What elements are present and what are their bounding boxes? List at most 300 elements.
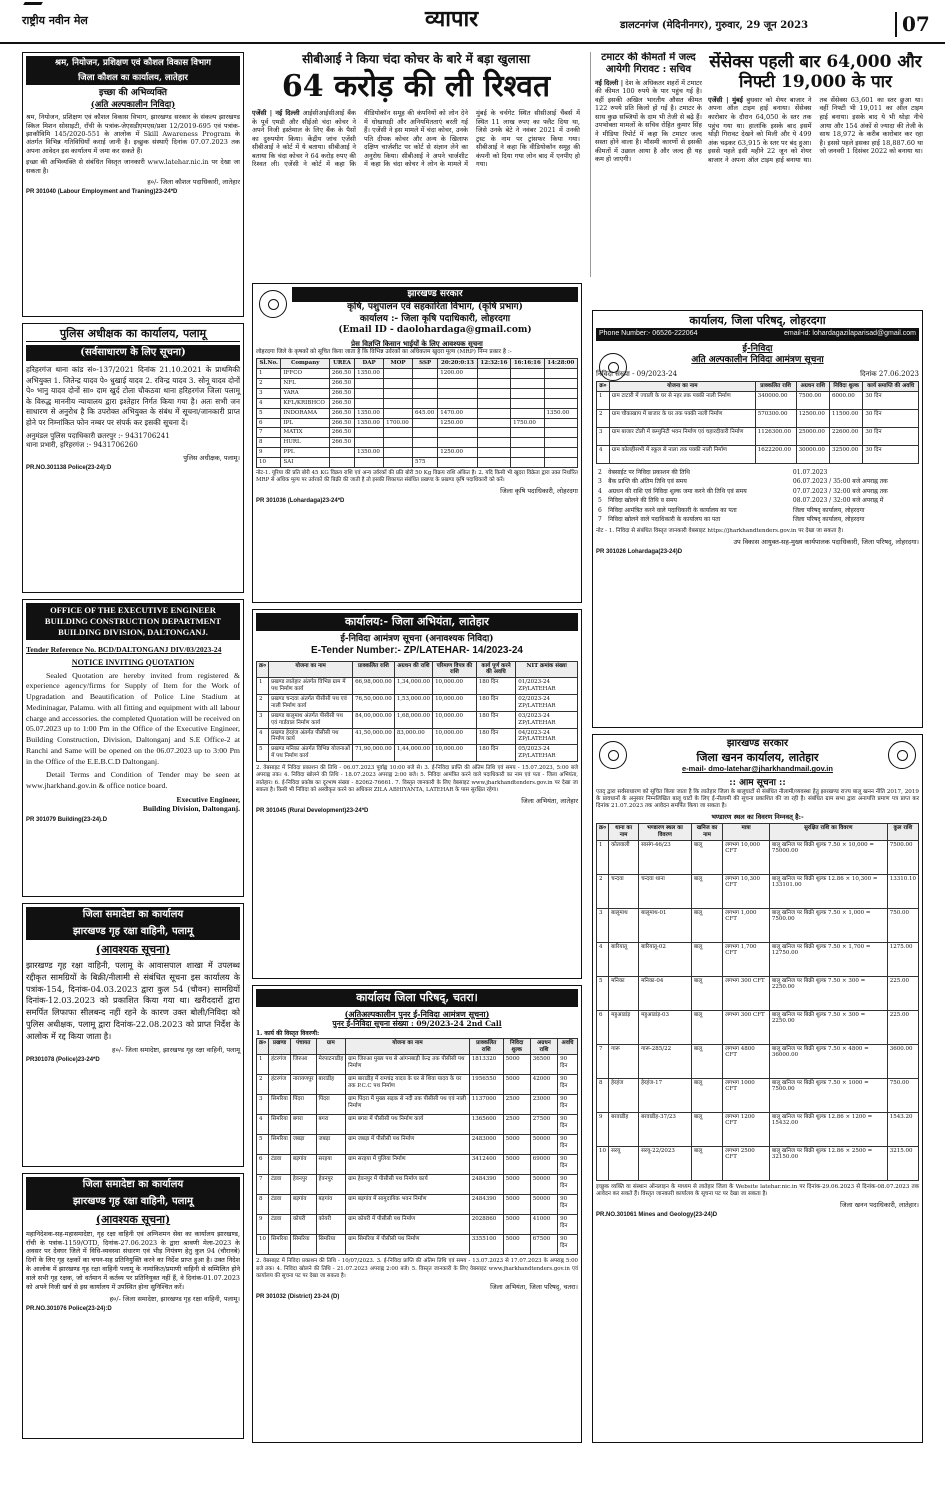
table-cell: 7	[257, 1175, 269, 1195]
krishi-ad	[252, 283, 582, 603]
table-cell: ग्राम हेवनपुर में पीसीसी पथ निर्माण कार्य	[346, 1175, 470, 1195]
table-cell: बड़गांव	[316, 1195, 346, 1215]
schedule-row	[596, 506, 919, 516]
building-pr: PR 301079 Building(23-24).D	[26, 816, 108, 823]
table-cell: बारियातू	[609, 942, 639, 976]
table-cell: 340000.00	[755, 391, 796, 409]
zp-date: दिनांक 27.06.2023	[860, 370, 919, 378]
table-cell: 1700.00	[384, 418, 413, 428]
latehar-ee-terms: 2. वेबसाइट में निविदा प्रकाशन की तिथि - 06.07.2023 पूर्वाह्न 10:00 बजे से। 3. ई-निविदा प्राप्ति की अंतिम तिथि एवं समय - 15.07.2023, 5:00 बजे अपराह्न तक। 4. निविदा खोलने की तिथि - 18.07.2023 अपराह्न 2:00 बजे। 5. निविदा आमंत्रित करने वाले पदाधिकारी का नाम एवं पता - जिला अभियंता, लातेहार। 6. ई-निविदा प्रकोष्ठ का दूरभाष संख्या - 82062-76661. 7. विस्तृत जानकारी के लिए वेबसाइट www.jharkhandtenders.gov.in पर देखा जा सकता है। किसी भी निविदा को अस्वीकृत करने का अधिकार ZILA ABHIYANTA, LATEHAR के पास सुरक्षित रहेगा।	[256, 765, 578, 793]
table-cell: 5000	[503, 1075, 530, 1095]
table-cell: 3355100	[469, 1235, 503, 1255]
table-cell: 7	[597, 1044, 609, 1078]
table-cell: 1,53,000.00	[394, 695, 432, 712]
table-cell: सरयू-22/2023	[639, 1146, 692, 1180]
table-cell: 41,50,000.00	[353, 728, 395, 745]
table-cell: ग्राम टाटारी में ज्वाली के घर से नहर तक पक्की नाली निर्माण	[609, 391, 755, 409]
mining-footer: इच्छुक व्यक्ति या संस्थान ऑनलाइन के माध्यम से लातेहार जिला के Website latehar.nic.in पर दिनांक-29.06.2023 से दिनांक-08.07.2023 तक आवेदन कर सकते हैं। विस्तृत जानकारी कार्यालय के सूचना पट पर देखा जा सकता है।	[596, 1183, 919, 1197]
table-cell: 8	[597, 1078, 609, 1112]
police-contact2: थाना प्रभारी, हरिहरगंज :- 9431706260	[26, 441, 138, 450]
chatra-table-body	[257, 1055, 578, 1255]
table-cell: 570300.00	[755, 409, 796, 427]
table-header-cell: क्र०	[597, 823, 609, 840]
zp-email: email-id: lohardagazilaparisad@gmail.com	[784, 329, 916, 337]
zp-emblem-icon	[599, 353, 627, 381]
table-cell: बालू	[691, 942, 722, 976]
table-cell	[355, 388, 384, 398]
labour-pr: PR 301040 (Labour Employment and Traning)23-24*D	[26, 189, 178, 196]
police-ad	[22, 323, 244, 593]
table-cell: कोयरी	[316, 1215, 346, 1235]
chatra-terms: 2. वेबसाइट में निविदा प्रकाशन की तिथि - 10/07/2023. 3. ई-निविदा प्राप्ति की अंतिम तिथि एवं समय - 13.07.2023 से 17.07.2023 के अपराह्न 5:00 बजे तक। 4. निविदा खोलने की तिथि - 21.07.2023 अपराह्न 2:00 बजे। 5. विस्तृत जानकारी के लिए वेबसाइट www.jharkhandtenders.gov.in एवं कार्यालय की सूचना पट पर देखा जा सकता है।	[256, 1258, 578, 1279]
mining-gov: झारखण्ड सरकार	[726, 738, 789, 749]
homeguard1-title1: जिला समादेष्टा का कार्यालय	[26, 907, 240, 924]
table-cell: NFL	[281, 379, 329, 389]
schedule-cell: 01.07.2023	[792, 468, 828, 476]
table-cell: बड़गांव	[290, 1155, 316, 1175]
table-cell: 30 दिन	[863, 445, 919, 463]
homeguard2-body: महानिदेशक-सह-महासमादेष्टा, गृह रक्षा वाहिनी एवं अग्निशमन सेवा का कार्यालय झारखण्ड, राँची के पत्रांक-1159/OTD, दिनांक-27.06.2023 के द्वारा श्रावणी मेला-2023 के अवसर पर देवघर जिले में विधि-व्यवस्था संधारण एवं भीड़ नियंत्रण हेतु कुल 94 (चौरानबे) दिनों के लिए गृह रक्षकों का चयन-सह प्रतिनियुक्ति करने का निर्देश प्राप्त हुआ है। उक्त निदेश के आलोक में झारखण्ड गृह रक्षा वाहिनी पलामू के नामांकित/प्रमाणी वाहिनी से सम्मिलित होने वाले सभी गृह रक्षक, जो वर्तमान में कर्तव्य पर प्रतिनियुक्त नहीं हैं, वे दिनांक-01.07.2023 को अपने निजी खर्च से इस कार्यालय में उपस्थित होना सुनिश्चित करें।	[26, 1229, 240, 1291]
table-cell: 67500	[530, 1235, 557, 1255]
table-header-cell: थाना का नाम	[609, 823, 639, 840]
table-row	[257, 369, 578, 379]
table-cell: 5000	[503, 1195, 530, 1215]
mining-email: e-mail- dmo-latehar@jharkhandmail.gov.in	[682, 764, 833, 774]
table-cell: बालू खनिज पर बिक्री शुल्क 7.50 × 300 = 2250.00	[769, 1010, 887, 1044]
table-row	[257, 408, 578, 418]
table-cell: लगभग 300 CFT	[723, 976, 770, 1010]
table-header-cell: योजना का नाम	[346, 1038, 470, 1055]
table-cell: 1250.00	[438, 448, 478, 458]
mining-notice: :: आम सूचना ::	[729, 777, 786, 788]
table-cell: 180 दिन	[476, 728, 516, 745]
table-cell: बालू	[691, 908, 722, 942]
table-cell: 50000	[530, 1195, 557, 1215]
table-cell: बालू खनिज पर बिक्री शुल्क 7.50 × 1000 = 7500.00	[769, 1078, 887, 1112]
table-row	[597, 409, 919, 427]
table-cell: 2	[597, 874, 609, 908]
table-row	[257, 458, 578, 468]
table-cell: 225.00	[887, 976, 918, 1010]
table-cell: बालू	[691, 1078, 722, 1112]
table-row	[257, 1215, 578, 1235]
table-row	[257, 1055, 578, 1075]
police-title: पुलिस अधीक्षक का कार्यालय, पलामू	[26, 327, 240, 342]
table-cell	[438, 388, 478, 398]
table-cell: 9	[597, 1112, 609, 1146]
table-cell	[384, 369, 413, 379]
schedule-cell: 06.07.2023 / 35:00 बजे अपराह्न तक	[792, 478, 888, 486]
police-sub: (सर्वसाधारण के लिए सूचना)	[26, 345, 240, 362]
table-cell: 90 दिन	[558, 1195, 578, 1215]
table-cell: 1350.00	[355, 369, 384, 379]
mining-lead: भण्डारण स्थल का विवरण निम्नवत् है:-	[711, 812, 804, 821]
table-header-cell: क्र०	[597, 381, 610, 391]
schedule-cell: 6	[598, 506, 602, 514]
table-cell	[477, 369, 510, 379]
table-header-cell: निविदा शुल्क	[503, 1038, 530, 1055]
table-header-cell: SSP	[412, 359, 437, 369]
table-cell: 90 दिन	[558, 1235, 578, 1255]
table-header-cell: कुल राशि	[887, 823, 918, 840]
table-row	[257, 1115, 578, 1135]
table-cell: 2	[257, 695, 269, 712]
schedule-row	[596, 477, 919, 487]
schedule-cell: निविदा खोलने वाले पदाधिकारी के कार्यालय का पता	[608, 516, 721, 524]
schedule-row	[596, 515, 919, 525]
zp-pr: PR 301026 Lohardaga(23-24)D	[596, 549, 683, 556]
chatra-ad	[252, 985, 582, 1443]
sensex-story	[708, 52, 923, 277]
table-cell: 266.50	[329, 379, 354, 389]
table-header-cell: Sl.No.	[257, 359, 281, 369]
table-cell: बालू खनिज पर बिक्री शुल्क 7.50 × 10,000 = 75000.00	[769, 840, 887, 874]
table-cell	[438, 458, 478, 468]
table-cell: मेरपाटनाडीह	[316, 1055, 346, 1075]
table-cell	[544, 448, 577, 458]
table-cell: सरइया	[316, 1155, 346, 1175]
krishi-signer: जिला कृषि पदाधिकारी, लोहरदगा	[500, 486, 578, 495]
table-cell: 90 दिन	[558, 1095, 578, 1115]
table-cell	[544, 428, 577, 438]
table-row	[257, 711, 578, 728]
building-body: Sealed Quotation are hereby invited from registered & experience agency/firms for Supply of Item for the Work of Upgradation and Beautification of Police Line Stadium at Medininagar, Palamu. with all fitting and equipment with all labour charge and accessories. the completed Quotation will be received on 05.07.2023 up to 1:00 Pm in the Office of the Executive Engineer, Building Construction, Division, Daltonganj and S.E Office-2 at Ranchi and Same will be opened on the 06.07.2023 up to 3:00 Pm in the Office of the E.E.B.C.D Daltonganj.	[26, 670, 240, 766]
table-header-cell: अवधि	[558, 1038, 578, 1055]
table-cell: 30000.00	[796, 445, 829, 463]
table-row	[257, 1075, 578, 1095]
table-cell: 1813320	[469, 1055, 503, 1075]
table-cell: टंडवा	[269, 1175, 291, 1195]
table-cell	[438, 379, 478, 389]
table-header-cell: मात्रा	[723, 823, 770, 840]
table-cell	[477, 458, 510, 468]
table-cell: लगभग 1,700 CFT	[723, 942, 770, 976]
table-cell: 90 दिन	[558, 1135, 578, 1155]
table-cell: 90 दिन	[558, 1115, 578, 1135]
table-cell: 1,68,000.00	[394, 711, 432, 728]
table-cell: जबड़ा	[290, 1135, 316, 1155]
table-cell: 22600.00	[829, 427, 862, 445]
table-row	[257, 1135, 578, 1155]
table-cell	[544, 458, 577, 468]
table-header-cell: अग्रधन राशि	[530, 1038, 557, 1055]
table-cell: हेरहंज-17	[639, 1078, 692, 1112]
schedule-cell: अग्रधन की राशि एवं निविदा शुल्क जमा करने की तिथि एवं समय	[608, 487, 747, 495]
table-header-cell: DAP	[355, 359, 384, 369]
table-cell: 180 दिन	[476, 695, 516, 712]
table-cell	[511, 428, 544, 438]
krishi-dept: कृषि, पशुपालन एवं सहकारिता विभाग, (कृषि प्रभाग)	[347, 302, 523, 313]
table-cell: ग्राम सरइया में पुलिया निर्माण	[346, 1155, 470, 1175]
mining-emblem-left-icon	[599, 741, 627, 769]
latehar-ee-tender: E-Tender Number:- ZP/LATEHAR- 14/2023-24	[311, 645, 523, 656]
chatra-sub: (अतिअल्पकालीन पुनर ई-निविदा आमंत्रण सूचना)	[344, 1008, 490, 1019]
table-cell: 266.50	[329, 369, 354, 379]
table-header-cell: 20:20:0:13	[438, 359, 478, 369]
table-cell: जिरुआ	[290, 1055, 316, 1075]
table-cell	[477, 408, 510, 418]
table-cell: 6	[597, 1010, 609, 1044]
latehar-ee-table	[256, 661, 578, 763]
table-cell: 1,34,000.00	[394, 678, 432, 695]
tomato-body-wrap	[595, 79, 702, 163]
table-cell: PPL	[281, 448, 329, 458]
labour-title2: जिला कौशल का कार्यालय, लातेहार	[26, 71, 240, 86]
cbi-body: आईसीआईसीआई बैंक के पूर्व एमडी और सीईओ चंदा कोचर ने अपने निजी इस्तेमाल के लिए बैंक के पैसों का दुरुपयोग किया। केंद्रीय जांच एजेंसी सीबीआई ने कोर्ट में ये बताया। सीबीआई ने बताया कि चंदा कोचर ने 64 करोड़ रुपए की रिश्वत ली। एजेंसी ने कोर्ट में कहा कि वीडियोकॉन समूह की कंपनियों को लोन देने में धोखाधड़ी और अनियमितताएं बरती गई हैं। एजेंसी ने इस मामले में चंदा कोचर, उनके पति दीपक कोचर और अन्य के खिलाफ दक्षिण चार्जशीट पर कोर्ट से संज्ञान लेने का अनुरोध किया। सीबीआई ने अपने चार्जशीट में कहा कि चंदा कोचर ने लोन के मामले में मुंबई के चर्चगेट स्थित सीसीआई चैंबर्स में स्थित 11 लाख रुपए का फ्लैट दिया था, जिसे उनके बेटे ने नवंबर 2021 में उनकी ट्रस्ट के नाम पर ट्रांसफर किया गया। सीबीआई ने कहा कि वीडियोकॉन समूह की कंपनी को दिया गया लोन बाद में एनपीए हो गया।	[252, 109, 580, 169]
table-cell	[384, 408, 413, 418]
zp-ref-row	[596, 370, 919, 379]
table-cell	[355, 379, 384, 389]
table-cell: 1200.00	[438, 369, 478, 379]
table-row	[257, 728, 578, 745]
table-row	[597, 840, 919, 874]
police-signer: पुलिस अधीक्षक, पलामू।	[183, 453, 240, 462]
table-cell: 3412400	[469, 1155, 503, 1175]
table-cell: महुआडांड़-03	[639, 1010, 692, 1044]
tomato-dateline: नई दिल्ली |	[595, 79, 624, 87]
table-cell: हेवनपुर	[290, 1175, 316, 1195]
police-pr: PR.NO.301138 Police(23-24):D	[26, 464, 112, 471]
schedule-row	[596, 468, 919, 478]
table-cell: लगभग 1000 CFT	[723, 1078, 770, 1112]
table-cell: 32500.00	[829, 445, 862, 463]
schedule-cell: बैंक प्राप्ति की अंतिम तिथि एवं समय	[608, 478, 687, 486]
table-header-cell: कार्य समाप्ति की अवधि	[863, 381, 919, 391]
left-column	[22, 52, 244, 1445]
labour-title1: श्रम, नियोजन, प्रशिक्षण एवं कौशल विकास विभाग	[26, 56, 240, 71]
table-row	[257, 1175, 578, 1195]
latehar-ee-office: कार्यालय:- जिला अभियंता, लातेहार	[256, 613, 578, 631]
table-cell: 10,000.00	[433, 728, 477, 745]
table-cell: 266.50	[329, 418, 354, 428]
table-cell: 10	[257, 1235, 269, 1255]
table-cell: 1250.00	[438, 418, 478, 428]
table-row	[257, 398, 578, 408]
homeguard1-pr: PR301078 (Police)23-24*D	[26, 1057, 100, 1064]
table-cell: बालूमाथ	[609, 908, 639, 942]
table-cell	[438, 438, 478, 448]
table-cell: 90 दिन	[558, 1155, 578, 1175]
homeguard1-ad	[22, 903, 244, 1167]
table-cell: IPL	[281, 418, 329, 428]
table-cell: 90 दिन	[558, 1215, 578, 1235]
building-detail: Detail Terms and Condition of Tender may be seen at www.jharkhand.gov.in & office notice board.	[26, 770, 240, 791]
table-cell: प्रखण्ड बालूमाथ अंतर्गत पीसीसी पथ एवं गार्डवाल निर्माण कार्य	[269, 711, 353, 728]
homeguard1-body: झारखण्ड गृह रक्षा वाहिनी, पलामू के आवासपाल शाखा में उपलब्ध रद्दीकृत सामग्रियों के बिक्री/नीलामी से संबंधित सूचना इस कार्यालय के पत्रांक-154, दिनांक-04.03.2023 द्वारा कुल 54 (चौवन) सामग्रियों दिनांक-12.03.2023 को प्रकाशित किया गया था। खरीददारों द्वारा समर्पित लिफाफा सीलबन्द नहीं रहने के कारण उक्त बोली/निविदा को पुलिस अधीक्षक, पलामू द्वारा दिनांक-22.08.2023 को प्राप्त निर्देश के आलोक में रद्द किया जाता है।	[26, 959, 240, 1042]
table-cell: HURL	[281, 438, 329, 448]
table-header-cell: MOP	[384, 359, 413, 369]
table-cell: 266.50	[329, 438, 354, 448]
table-cell: सिमरिया	[269, 1115, 291, 1135]
table-cell: 1470.00	[438, 408, 478, 418]
table-cell: बालू	[691, 1112, 722, 1146]
bird-logo-icon	[19, 2, 43, 12]
table-cell: मनिका-04	[639, 976, 692, 1010]
table-header-cell: भण्डारण स्थल का विवरण	[639, 823, 692, 840]
table-cell: 266.50	[329, 398, 354, 408]
table-cell: ग्राम कोयरी में पीसीसी पथ निर्माण	[346, 1215, 470, 1235]
table-cell: 3	[257, 1095, 269, 1115]
table-cell: 5	[257, 408, 281, 418]
table-cell: 1	[257, 678, 269, 695]
table-cell: चन्दवा थाना	[639, 874, 692, 908]
table-cell: बड़गांव	[290, 1195, 316, 1215]
table-cell: 30 दिन	[863, 427, 919, 445]
table-cell: 83,000.00	[394, 728, 432, 745]
zp-schedule-body	[596, 468, 919, 525]
homeguard1-signer: ह०/- जिला समादेष्टा, झारखण्ड गृह रक्षा वाहिनी, पलामू	[112, 1045, 240, 1054]
table-header-cell: निविदा शुल्क	[829, 381, 862, 391]
latehar-ee-table-header	[257, 661, 578, 678]
zp-note: नोट - 1. निविदा से संबंधित विस्तृत जानकारी वेबसाइट https://jharkhandtenders.gov.in पर देखा जा सकता है।	[596, 527, 844, 534]
latehar-ee-signer: जिला अभियंता, लातेहार	[521, 797, 578, 806]
table-cell: 05/2023-24 ZP/LATEHAR	[516, 745, 578, 762]
table-row	[257, 1095, 578, 1115]
table-cell: 180 दिन	[476, 745, 516, 762]
table-row	[257, 448, 578, 458]
table-cell: 27500	[530, 1115, 557, 1135]
sensex-headline: सेंसेक्स पहली बार 64,000 और निफ्टी 19,000 के पार	[709, 52, 922, 93]
table-cell: बालू खनिज पर बिक्री शुल्क 12.86 × 10,300 = 133101.00	[769, 874, 887, 908]
table-cell	[511, 458, 544, 468]
homeguard1-notice: (आवश्यक सूचना)	[95, 943, 171, 956]
table-cell	[355, 438, 384, 448]
latehar-ee-ad	[252, 609, 582, 979]
cbi-story	[252, 52, 580, 277]
table-cell: पिंदरा	[290, 1095, 316, 1115]
table-cell	[511, 448, 544, 458]
table-cell	[412, 418, 437, 428]
table-cell: 01/2023-24 ZP/LATEHAR	[516, 678, 578, 695]
table-cell: लगभग 1200 CFT	[723, 1112, 770, 1146]
table-header-cell: ग्राम	[316, 1038, 346, 1055]
zp-ad	[592, 310, 923, 728]
table-cell	[412, 398, 437, 408]
table-cell: हंटरगंज	[269, 1075, 291, 1095]
zp-phone: Phone Number:- 06526-222064	[599, 329, 698, 337]
table-cell	[477, 438, 510, 448]
table-cell: 5000	[503, 1055, 530, 1075]
table-cell: बगरा	[290, 1115, 316, 1135]
table-cell: 66,98,000.00	[353, 678, 395, 695]
chatra-office: कार्यालय जिला परिषद्, चतरा।	[256, 989, 578, 1007]
table-cell: 4	[597, 942, 609, 976]
table-cell: 69000	[530, 1155, 557, 1175]
table-cell: बालू खनिज पर बिक्री शुल्क 7.50 × 1,000 = 7500.00	[769, 908, 887, 942]
table-header-cell: NIT क्रमांक संख्या	[516, 661, 578, 678]
table-cell: बरवाडीह-37/23	[639, 1112, 692, 1146]
building-signer2: Building Division, Daltonganj.	[142, 804, 240, 814]
table-cell: सिमरिया	[269, 1135, 291, 1155]
table-cell	[384, 438, 413, 448]
chatra-signer: जिला अभियंता, जिला परिषद्, चतरा।	[490, 1283, 578, 1292]
table-row	[257, 438, 578, 448]
table-row	[597, 1146, 919, 1180]
table-cell: 10	[257, 458, 281, 468]
labour-sub1: इच्छा की अभिव्यक्ति	[99, 88, 167, 99]
table-cell: 76,50,000.00	[353, 695, 395, 712]
table-row	[257, 388, 578, 398]
zp-schedule	[596, 468, 919, 525]
table-row	[257, 418, 578, 428]
table-cell: 10	[597, 1146, 609, 1180]
table-cell	[384, 448, 413, 458]
table-cell: हंटरगंज	[269, 1055, 291, 1075]
dateline: डालटनगंज (मेदिनीनगर), गुरुवार, 29 जून 2023	[620, 20, 809, 31]
zp-contact-bar	[596, 328, 919, 341]
table-cell: 90 दिन	[558, 1175, 578, 1195]
table-cell: 1,44,000.00	[394, 745, 432, 762]
zp-table-header	[597, 381, 919, 391]
table-cell: 5000	[503, 1155, 530, 1175]
labour-signer: ह०/- जिला कौशल पदाधिकारी, लातेहार	[147, 178, 240, 187]
table-cell: बालू खनिज पर बिक्री शुल्क 7.50 × 1,700 = 12750.00	[769, 942, 887, 976]
table-cell: सिमरिया	[316, 1235, 346, 1255]
table-cell: 1750.00	[511, 418, 544, 428]
table-cell: 8	[257, 438, 281, 448]
table-cell: 10,000.00	[433, 678, 477, 695]
table-cell	[438, 428, 478, 438]
table-cell: KFL/KRIBHCO	[281, 398, 329, 408]
table-cell	[438, 398, 478, 408]
latehar-ee-table-body	[257, 678, 578, 762]
table-cell: 50000	[530, 1175, 557, 1195]
table-cell	[412, 369, 437, 379]
table-cell: नारायणपुर	[290, 1075, 316, 1095]
chatra-ref: पुनर ई-निविदा सूचना संख्या : 09/2023-24 2nd Call	[332, 1018, 502, 1028]
table-cell: 1956550	[469, 1075, 503, 1095]
chatra-lead: 1. कार्य की विस्तृत विवरणी:	[256, 1030, 320, 1038]
table-header-cell: योजना का नाम	[269, 661, 353, 678]
table-cell: 4	[597, 445, 610, 463]
homeguard2-pr: PR.NO.301076 Police(23-24):D	[26, 1305, 112, 1312]
table-cell: जबड़ा	[316, 1135, 346, 1155]
table-cell: ग्राम बाजार टोली में कम्युनिटी भवन निर्माण एवं चहारदीवारी निर्माण	[609, 427, 755, 445]
table-cell: ग्राम कोलहीसभी में स्कूल से नाला तक पक्की नाली निर्माण	[609, 445, 755, 463]
table-cell: 2483000	[469, 1135, 503, 1155]
table-cell: ग्राम बड़गांव में सामुदायिक भवन निर्माण	[346, 1195, 470, 1215]
table-cell: ग्राम सिमरिया में पीसीसी पथ निर्माण	[346, 1235, 470, 1255]
table-cell: 10,000.00	[433, 745, 477, 762]
building-notice: NOTICE INVITING QUOTATION	[71, 657, 195, 667]
table-cell: 10,000.00	[433, 711, 477, 728]
table-cell: 12500.00	[796, 409, 829, 427]
table-row	[597, 391, 919, 409]
table-cell: 5	[257, 1135, 269, 1155]
schedule-cell: 2	[598, 468, 602, 476]
table-cell: 2484390	[469, 1195, 503, 1215]
labour-ad	[22, 52, 244, 317]
table-cell: हेवनपुर	[316, 1175, 346, 1195]
table-cell: प्रखण्ड लातेहार अंतर्गत विभिन्न ग्राम में पथ निर्माण कार्य	[269, 678, 353, 695]
table-cell: 1126300.00	[755, 427, 796, 445]
table-cell: टंडवा	[269, 1195, 291, 1215]
cbi-kicker: सीबीआई ने किया चंदा कोचर के बारे में बड़ा खुलासा	[302, 52, 530, 66]
table-cell: 36500	[530, 1055, 557, 1075]
table-cell: ग्राम जबड़ा में पीसीसी पथ निर्माण	[346, 1135, 470, 1155]
cbi-body-wrap	[252, 109, 580, 169]
table-cell: गारू	[609, 1044, 639, 1078]
table-cell	[477, 428, 510, 438]
table-cell: ग्राम पिंदरा में मुख्य सड़क से नदी तक पीसीसी पथ एवं नाली निर्माण	[346, 1095, 470, 1115]
chatra-table	[256, 1038, 578, 1256]
table-cell: 1	[257, 1055, 269, 1075]
table-cell: 5000	[503, 1175, 530, 1195]
table-cell: 3	[597, 427, 610, 445]
table-row	[597, 908, 919, 942]
table-header-cell: 12:32:16	[477, 359, 510, 369]
table-cell: 2500	[503, 1095, 530, 1115]
